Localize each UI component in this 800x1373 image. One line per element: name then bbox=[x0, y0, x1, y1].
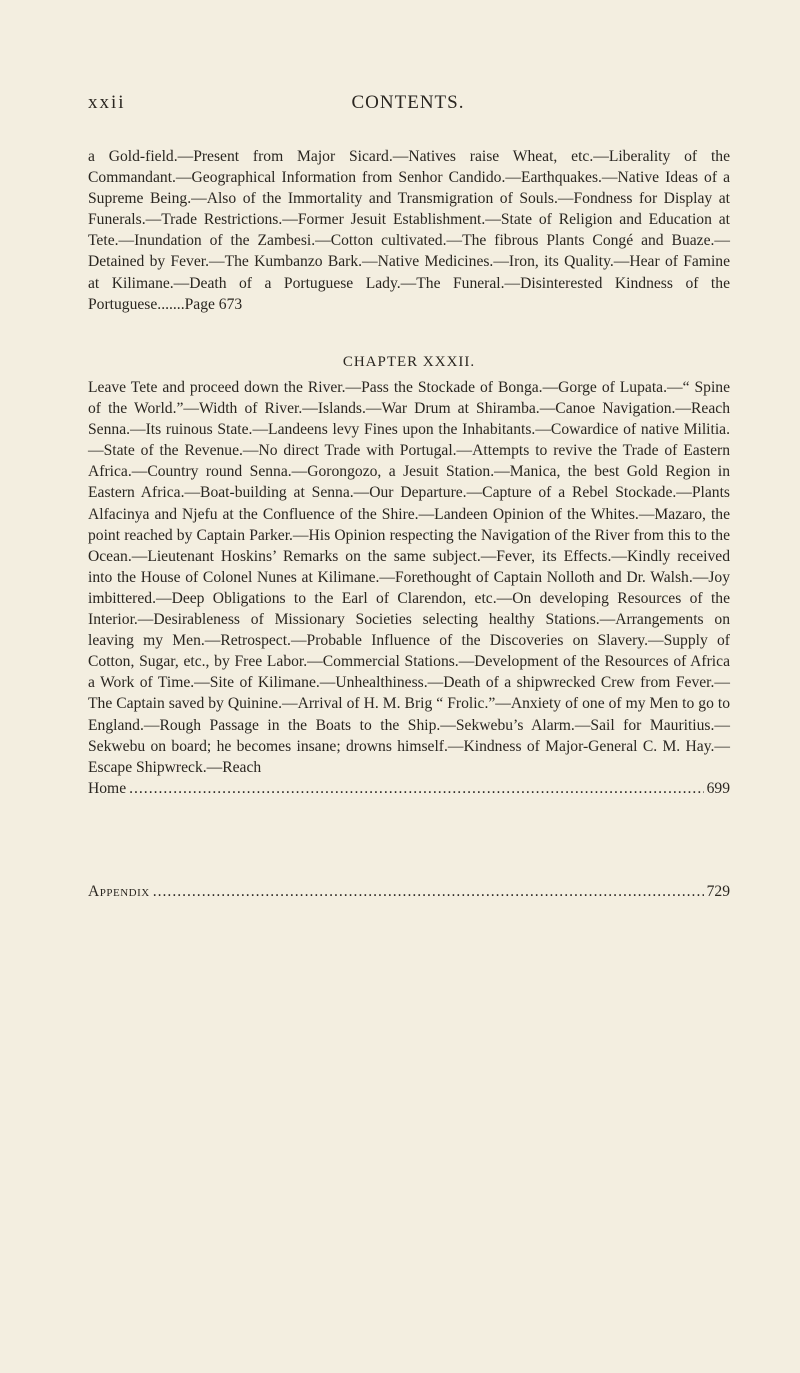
chapter-last-line bbox=[88, 778, 730, 799]
continued-chapter-page: Page 673 bbox=[184, 295, 243, 313]
chapter-page: 699 bbox=[706, 779, 730, 797]
chapter-entry bbox=[88, 377, 730, 799]
leader-dots: ....... bbox=[157, 295, 185, 313]
continued-chapter-entry bbox=[88, 146, 730, 315]
appendix-page: 729 bbox=[706, 883, 730, 900]
continued-chapter-text: a Gold-field.—Present from Major Sicard.—Natives raise Wheat, etc.—Liberality of the Commandant.—Geographical Information from Senhor Candido.—Earthquakes.—Native Ideas of a Supreme Being.—Also of the Immortality and Transmigration of Souls.—Fondness for Display at Funerals.—Trade Restrictions.—Former Jesuit Establishment.—State of Religion and Education at Tete.—Inundation of the Zambesi.—Cotton cultivated.—The fibrous Plants Congé and Buaze.—Detained by Fever.—The Kumbanzo Bark.—Native Medicines.—Iron, its Quality.—Hear of Famine at Kilimane.—Death of a Portuguese Lady.—The Funeral.—Disinterested Kindness of the Portuguese bbox=[88, 148, 730, 313]
running-head bbox=[88, 92, 728, 118]
chapter-last-word: Home bbox=[88, 779, 127, 797]
page-title: CONTENTS. bbox=[351, 92, 465, 113]
chapter-summary: Leave Tete and proceed down the River.—Pass the Stockade of Bonga.—Gorge of Lupata.—“ Spine of the World.”—Width of River.—Islands.—War Drum at Shiramba.—Canoe Navigation.—Reach Senna.—Its ruinous State.—Landeens levy Fines upon the Inhabitants.—Cowardice of native Militia.—State of the Revenue.—No direct Trade with Portugal.—Attempts to revive the Trade of Eastern Africa.—Country round Senna.—Gorongozo, a Jesuit Station.—Manica, the best Gold Region in Eastern Africa.—Boat-building at Senna.—Our Departure.—Capture of a Rebel Stockade.—Plants Alfacinya and Njefu at the Confluence of the Shire.—Landeen Opinion of the Whites.—Mazaro, the point reached by Captain Parker.—His Opinion respecting the Navigation of the River from this to the Ocean.—Lieutenant Hoskins’ Remarks on the same subject.—Fever, its Effects.—Kindly received into the House of Colonel Nunes at Kilimane.—Forethought of Captain Nolloth and Dr. Walsh.—Joy imbittered.—Deep Obligations to the Earl of Clarendon, etc.—On developing Resources of the Interior.—Desirableness of Missionary Societies selecting healthy Stations.—Arrangements on leaving my Men.—Retrospect.—Probable Influence of the Discoveries on Slavery.—Supply of Cotton, Sugar, etc., by Free Labor.—Commercial Stations.—Development of the Resources of Africa a Work of Time.—Site of Kilimane.—Unhealthiness.—Death of a shipwrecked Crew from Fever.—The Captain saved by Quinine.—Arrival of H. M. Brig “ Frolic.”—Anxiety of one of my Men to go to England.—Rough Passage in the Boats to the Ship.—Sekwebu’s Alarm.—Sail for Mauritius.—Sekwebu on board; he becomes insane; drowns himself.—Kindness of Major-General C. M. Hay.—Escape Shipwreck.—Reach bbox=[88, 379, 730, 776]
appendix-entry bbox=[88, 883, 730, 901]
leader-dots bbox=[153, 883, 704, 901]
chapter-heading: CHAPTER XXXII. bbox=[342, 354, 476, 370]
page-number: xxii bbox=[88, 92, 126, 113]
appendix-label: Appendix bbox=[88, 883, 150, 900]
leader-dots bbox=[129, 778, 704, 799]
